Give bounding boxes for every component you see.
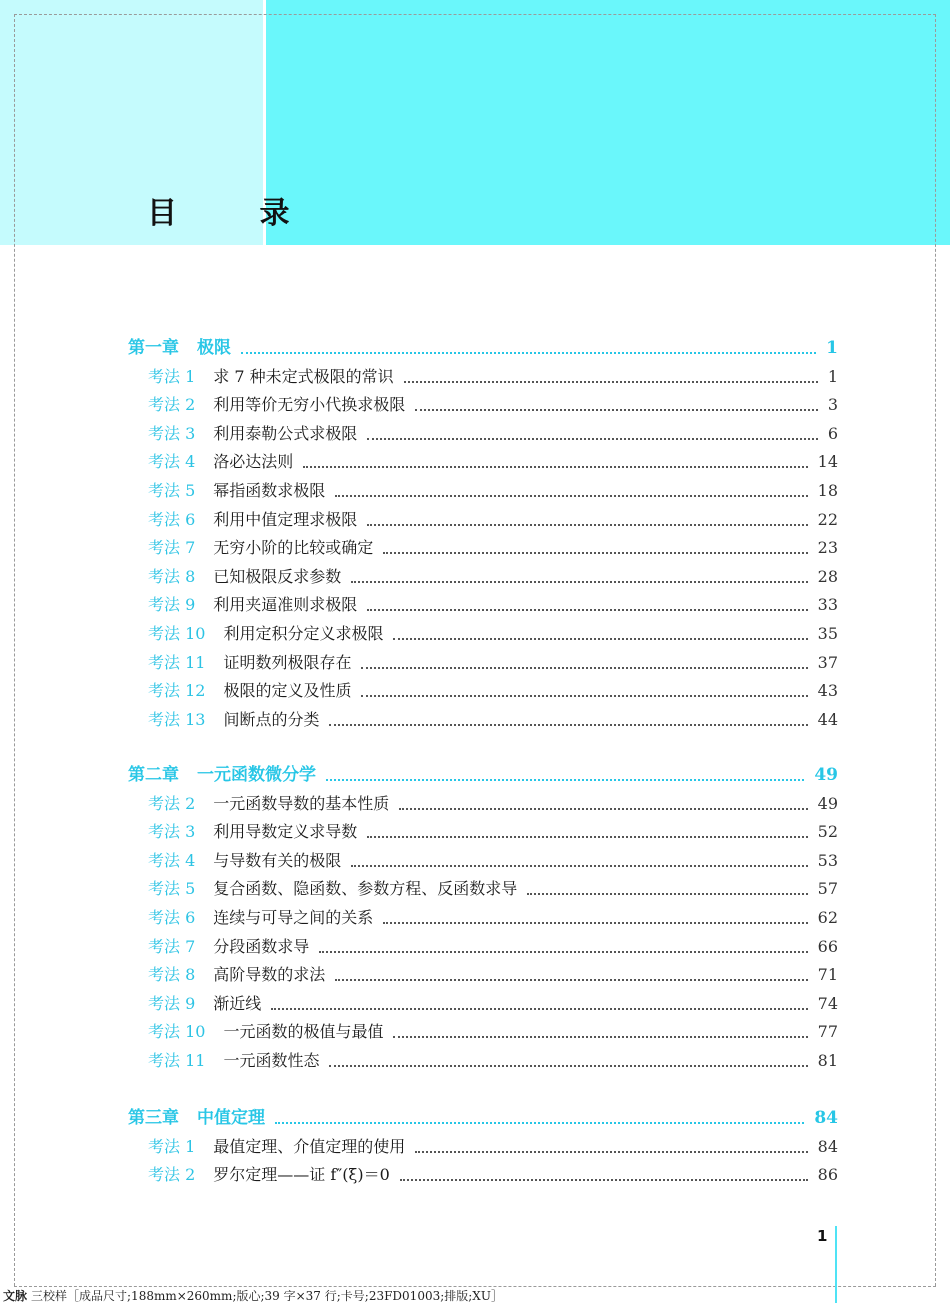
leader-dots (361, 695, 807, 697)
page-title: 目 录 (147, 196, 326, 231)
entry-label: 考法 1 (148, 366, 196, 386)
entry-page-number: 49 (817, 793, 838, 813)
print-slug (3, 1287, 503, 1304)
toc-entry-row[interactable] (148, 1135, 838, 1159)
header-band-dark (266, 0, 950, 245)
entry-page-number: 1 (827, 366, 838, 386)
toc-entry-row[interactable] (148, 479, 838, 503)
toc-entry-row[interactable] (148, 1049, 838, 1073)
chapter-label: 第二章 (128, 765, 179, 785)
entry-page-number: 74 (817, 993, 838, 1013)
entry-page-number: 52 (817, 822, 838, 842)
entry-page-number: 35 (817, 624, 838, 643)
entry-label: 考法 3 (148, 822, 196, 842)
toc-chapter-row[interactable] (128, 763, 838, 787)
entry-label: 考法 10 (148, 1022, 206, 1042)
entry-label: 考法 6 (148, 509, 196, 529)
toc-entry-row[interactable] (148, 622, 838, 646)
leader-dots (241, 352, 816, 354)
entry-title: 求 7 种未定式极限的常识 (213, 366, 394, 386)
leader-dots (404, 381, 818, 383)
leader-dots (275, 1122, 804, 1124)
leader-dots (393, 1036, 807, 1038)
entry-label: 考法 5 (148, 481, 196, 500)
print-slug-text: 三校样［成品尺寸;188mm×260mm;版心;39 字×37 行;卡号;23FD01003;排版;XU］ (31, 1289, 503, 1303)
entry-title: 利用中值定理求极限 (213, 509, 358, 529)
entry-page-number: 37 (817, 652, 838, 672)
trim-line-right (935, 14, 936, 1286)
chapter-title: 一元函数微分学 (197, 765, 316, 785)
leader-dots (361, 667, 807, 669)
entry-title: 利用定积分定义求极限 (223, 624, 384, 643)
entry-title: 利用泰勒公式求极限 (213, 423, 358, 443)
entry-title: 极限的定义及性质 (223, 681, 352, 701)
leader-dots (367, 609, 807, 611)
toc-entry-row[interactable] (148, 393, 838, 417)
leader-dots (319, 951, 807, 953)
entry-page-number: 33 (817, 595, 838, 615)
toc-chapter-row[interactable] (128, 336, 838, 360)
entry-title: 连续与可导之间的关系 (213, 908, 374, 927)
entry-page-number: 44 (817, 709, 838, 729)
chapter-page-number: 49 (814, 765, 838, 785)
toc-entry-row[interactable] (148, 679, 838, 703)
entry-title: 一元函数的极值与最值 (223, 1022, 384, 1042)
leader-dots (400, 1179, 808, 1181)
page-number-bar (835, 1226, 837, 1303)
toc-entry-row[interactable] (148, 963, 838, 987)
chapter-title: 中值定理 (197, 1108, 265, 1128)
chapter-page-number: 84 (814, 1108, 838, 1128)
toc-entry-row[interactable] (148, 877, 838, 901)
entry-title: 洛必达法则 (213, 452, 294, 472)
leader-dots (527, 893, 807, 895)
entry-label: 考法 12 (148, 681, 206, 701)
toc-entry-row[interactable] (148, 651, 838, 675)
entry-title: 间断点的分类 (223, 709, 320, 729)
entry-page-number: 84 (817, 1136, 838, 1156)
entry-page-number: 18 (817, 481, 838, 500)
entry-title: 一元函数性态 (223, 1051, 320, 1070)
entry-title: 罗尔定理——证 f″(ξ)＝0 (213, 1165, 390, 1185)
entry-title: 高阶导数的求法 (213, 965, 326, 985)
entry-label: 考法 2 (148, 395, 196, 415)
entry-label: 考法 9 (148, 595, 196, 615)
entry-page-number: 43 (817, 681, 838, 701)
entry-page-number: 6 (827, 423, 838, 443)
entry-page-number: 66 (817, 936, 838, 956)
entry-page-number: 71 (817, 965, 838, 985)
entry-page-number: 57 (817, 879, 838, 899)
entry-page-number: 14 (817, 452, 838, 472)
entry-label: 考法 13 (148, 709, 206, 729)
leader-dots (335, 979, 807, 981)
toc-entry-row[interactable] (148, 792, 838, 816)
entry-page-number: 22 (817, 509, 838, 529)
toc-entry-row[interactable] (148, 849, 838, 873)
trim-line-top (14, 14, 936, 15)
leader-dots (393, 638, 807, 640)
entry-title: 利用导数定义求导数 (213, 822, 358, 842)
entry-label: 考法 5 (148, 879, 196, 899)
entry-page-number: 86 (817, 1165, 838, 1185)
chapter-page-number: 1 (826, 338, 838, 358)
entry-label: 考法 2 (148, 1165, 196, 1185)
entry-title: 无穷小阶的比较或确定 (213, 538, 374, 558)
entry-label: 考法 3 (148, 423, 196, 443)
leader-dots (367, 438, 818, 440)
entry-title: 复合函数、隐函数、参数方程、反函数求导 (213, 879, 518, 899)
leader-dots (399, 808, 807, 810)
entry-title: 利用等价无穷小代换求极限 (213, 395, 406, 415)
entry-page-number: 53 (817, 850, 838, 870)
leader-dots (329, 1065, 807, 1067)
chapter-title: 极限 (197, 338, 231, 358)
entry-label: 考法 4 (148, 850, 196, 870)
entry-page-number: 62 (817, 908, 838, 927)
entry-title: 已知极限反求参数 (213, 566, 342, 586)
toc-entry-row[interactable] (148, 992, 838, 1016)
leader-dots (329, 724, 807, 726)
toc-entry-row[interactable] (148, 508, 838, 532)
leader-dots (271, 1008, 807, 1010)
toc-entry-row[interactable] (148, 365, 838, 389)
entry-label: 考法 1 (148, 1136, 196, 1156)
toc-entry-row[interactable] (148, 708, 838, 732)
entry-label: 考法 11 (148, 652, 206, 672)
entry-page-number: 28 (817, 566, 838, 586)
chapter-label: 第三章 (128, 1108, 179, 1128)
entry-title: 幂指函数求极限 (213, 481, 326, 500)
leader-dots (383, 922, 807, 924)
toc-entry-row[interactable] (148, 536, 838, 560)
entry-title: 利用夹逼准则求极限 (213, 595, 358, 615)
leader-dots (367, 836, 807, 838)
entry-label: 考法 8 (148, 965, 196, 985)
toc-entry-row[interactable] (148, 593, 838, 617)
leader-dots (415, 409, 818, 411)
print-slug-brand: 文脉 (3, 1289, 28, 1303)
entry-title: 分段函数求导 (213, 936, 310, 956)
entry-label: 考法 9 (148, 993, 196, 1013)
toc-entry-row[interactable] (148, 906, 838, 930)
entry-title: 证明数列极限存在 (223, 652, 352, 672)
leader-dots (351, 865, 807, 867)
entry-label: 考法 11 (148, 1051, 206, 1070)
entry-label: 考法 2 (148, 793, 196, 813)
toc-entry-row[interactable] (148, 450, 838, 474)
entry-label: 考法 8 (148, 566, 196, 586)
entry-title: 一元函数导数的基本性质 (213, 793, 390, 813)
leader-dots (415, 1151, 807, 1153)
leader-dots (335, 495, 807, 497)
toc-entry-row[interactable] (148, 1163, 838, 1187)
entry-title: 最值定理、介值定理的使用 (213, 1136, 406, 1156)
trim-line-left (14, 14, 15, 1286)
entry-title: 与导数有关的极限 (213, 850, 342, 870)
leader-dots (367, 524, 807, 526)
leader-dots (351, 581, 807, 583)
page-number: 1 (817, 1227, 828, 1245)
leader-dots (326, 779, 804, 781)
entry-page-number: 77 (817, 1022, 838, 1042)
chapter-label: 第一章 (128, 338, 179, 358)
toc-entry-row[interactable] (148, 820, 838, 844)
leader-dots (303, 466, 807, 468)
entry-label: 考法 6 (148, 908, 196, 927)
entry-label: 考法 10 (148, 624, 206, 643)
toc-chapter-row[interactable] (128, 1106, 838, 1130)
toc-entry-row[interactable] (148, 422, 838, 446)
toc-entry-row[interactable] (148, 565, 838, 589)
entry-label: 考法 4 (148, 452, 196, 472)
entry-page-number: 3 (827, 395, 838, 415)
toc-entry-row[interactable] (148, 935, 838, 959)
entry-label: 考法 7 (148, 538, 196, 558)
entry-label: 考法 7 (148, 936, 196, 956)
entry-page-number: 23 (817, 538, 838, 558)
entry-title: 渐近线 (213, 993, 262, 1013)
leader-dots (383, 552, 807, 554)
toc-entry-row[interactable] (148, 1020, 838, 1044)
entry-page-number: 81 (817, 1051, 838, 1070)
